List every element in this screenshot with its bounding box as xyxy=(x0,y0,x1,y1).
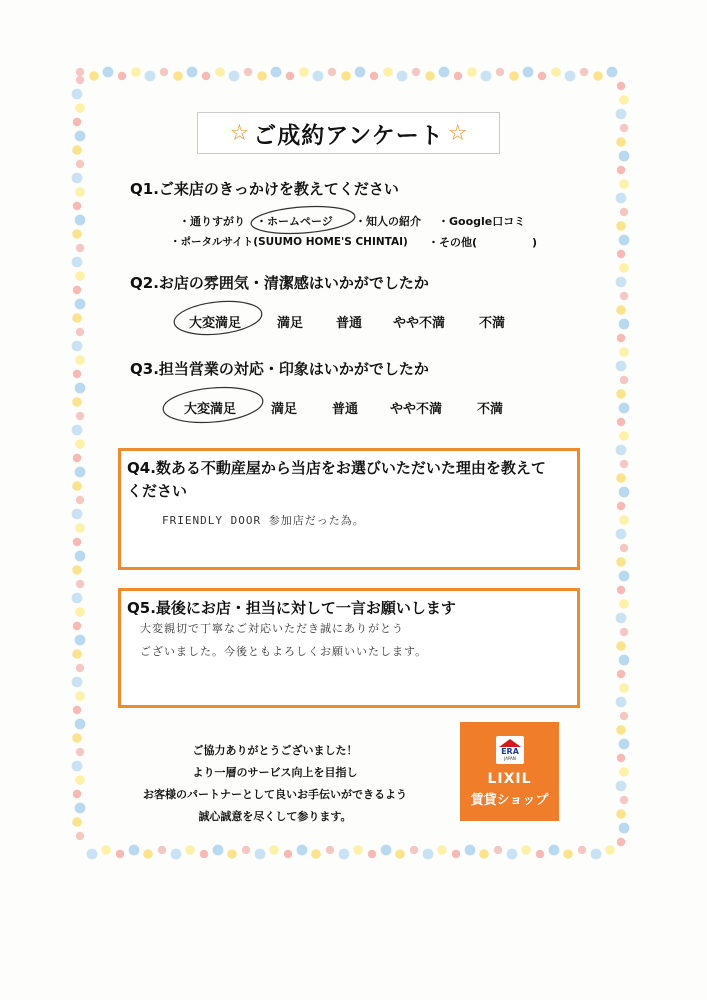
era-logo-subtext: JAPAN xyxy=(504,756,516,761)
q2-option-dissatisfied[interactable]: 不満 xyxy=(479,316,506,331)
q1-option-walkby[interactable]: ・通りすがり xyxy=(179,215,245,228)
star-icon: ☆ xyxy=(447,120,468,146)
q1-option-portal[interactable]: ・ポータルサイト(SUUMO HOME'S CHINTAI) xyxy=(170,236,408,248)
q3-question: Q3.担当営業の対応・印象はいかがでしたか xyxy=(130,360,429,378)
q3-option-dissatisfied[interactable]: 不満 xyxy=(477,402,504,417)
q3-option-satisfied[interactable]: 満足 xyxy=(271,402,298,417)
thanks-line1: ご協力ありがとうございました！ xyxy=(192,744,358,757)
q4-question-line2: ください xyxy=(127,482,188,500)
q2-option-somewhat-dissatisfied[interactable]: やや不満 xyxy=(393,316,446,331)
q5-question: Q5.最後にお店・担当に対して一言お願いします xyxy=(127,599,456,617)
q1-option-other[interactable]: ・その他( ) xyxy=(428,236,538,249)
q3-option-neutral[interactable]: 普通 xyxy=(332,402,359,417)
q4-answer[interactable]: FRIENDLY DOOR 参加店だった為。 xyxy=(162,514,365,527)
lixil-logo xyxy=(460,722,559,821)
thanks-message xyxy=(110,740,440,828)
brand-name: LIXIL xyxy=(487,771,532,787)
q1-option-referral[interactable]: ・知人の紹介 xyxy=(355,215,421,228)
q1-question: Q1.ご来店のきっかけを教えてください xyxy=(130,180,399,198)
q3-selected-circle xyxy=(162,384,265,427)
q1-option-homepage[interactable]: ・ホームページ xyxy=(256,215,333,228)
era-logo-text: ERA xyxy=(501,747,519,756)
q4-box xyxy=(118,448,580,570)
q4-question-line1: Q4.数ある不動産屋から当店をお選びいただいた理由を教えて xyxy=(127,459,546,477)
q5-answer-line1[interactable]: 大変親切で丁寧なご対応いただき誠にありがとう xyxy=(140,622,404,635)
q5-answer-line2[interactable]: ございました。今後ともよろしくお願いいたします。 xyxy=(140,645,428,658)
q2-question: Q2.お店の雰囲気・清潔感はいかがでしたか xyxy=(130,274,429,292)
thanks-line2: より一層のサービス向上を目指し xyxy=(192,766,358,779)
thanks-line3: お客様のパートナーとして良いお手伝いができるよう xyxy=(143,788,407,801)
shop-name: 賃貸ショップ xyxy=(470,793,549,808)
q1-selected-circle xyxy=(250,203,356,236)
q2-selected-circle xyxy=(173,297,264,338)
house-roof-icon xyxy=(499,739,521,747)
q3-option-very-satisfied[interactable]: 大変満足 xyxy=(184,402,237,417)
era-logo-icon xyxy=(496,736,524,764)
q1-option-google[interactable]: ・Google口コミ xyxy=(438,215,526,228)
q2-option-satisfied[interactable]: 満足 xyxy=(277,316,304,331)
q2-option-neutral[interactable]: 普通 xyxy=(336,316,363,331)
page-title: ご成約アンケート xyxy=(253,122,444,149)
star-icon: ☆ xyxy=(229,120,250,146)
thanks-line4: 誠心誠意を尽くして参ります。 xyxy=(198,810,352,823)
q2-option-very-satisfied[interactable]: 大変満足 xyxy=(189,316,242,331)
q3-option-somewhat-dissatisfied[interactable]: やや不満 xyxy=(390,402,443,417)
